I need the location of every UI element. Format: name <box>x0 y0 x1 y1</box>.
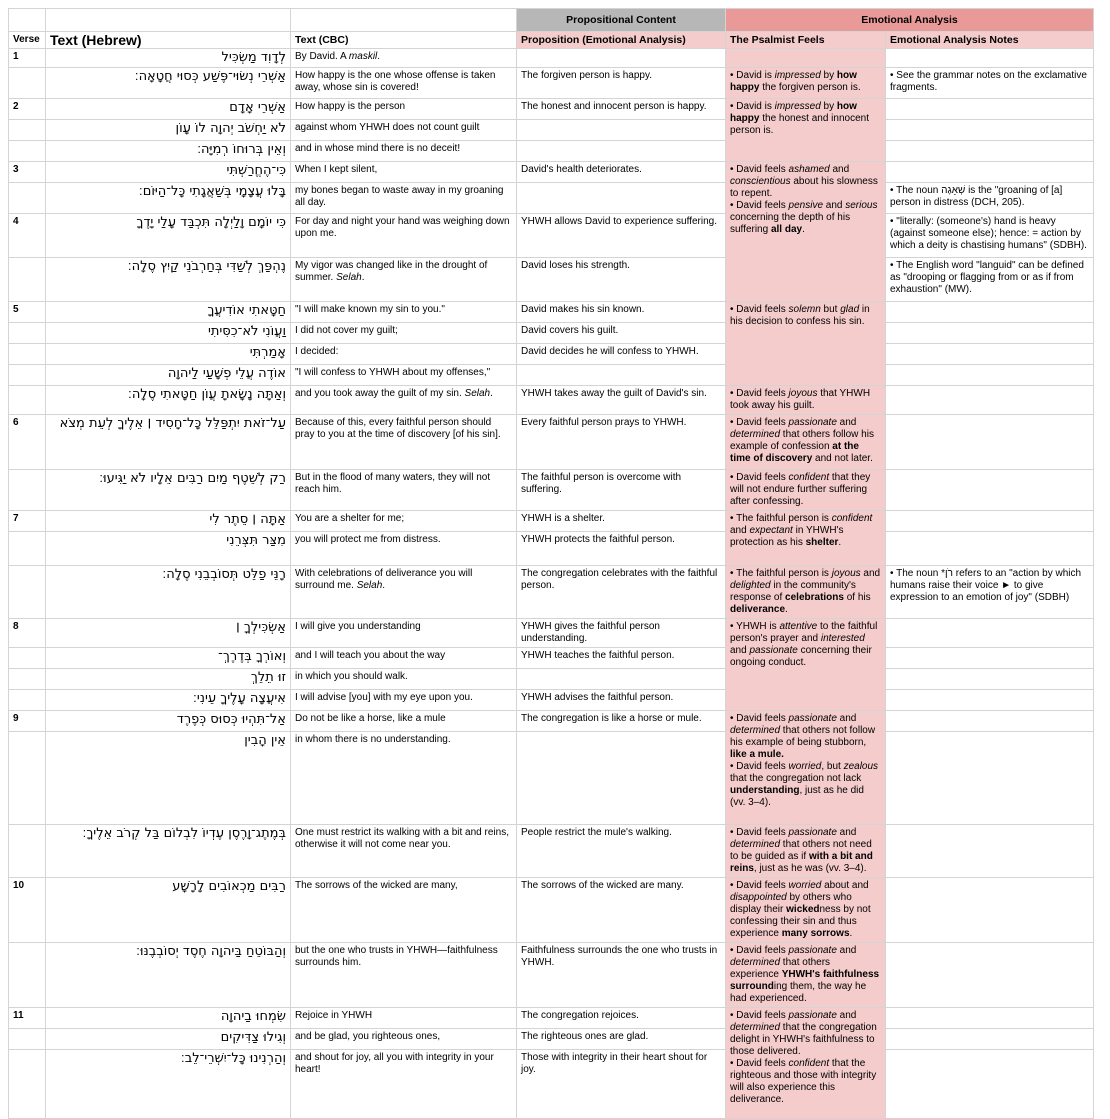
verse-cell: 11 <box>9 1008 46 1029</box>
notes-cell <box>886 532 1094 566</box>
cbc-text-cell: "I will confess to YHWH about my offenses," <box>291 365 517 386</box>
table-row <box>9 648 1094 669</box>
cbc-text-cell: "I will make known my sin to you." <box>291 302 517 323</box>
proposition-cell: Every faithful person prays to YHWH. <box>517 415 726 470</box>
cbc-text-cell: my bones began to waste away in my groaning all day. <box>291 183 517 214</box>
hebrew-text-cell: וְגִילוּ צַדִּיקִים <box>46 1029 291 1050</box>
cbc-text-cell: By David. A maskil. <box>291 49 517 68</box>
hebrew-text-cell: נֶהְפַּךְ לְשַׁדִּי בְּחַרְבֹנֵי קַיִץ סֶלָה׃ <box>46 258 291 302</box>
proposition-cell: YHWH advises the faithful person. <box>517 690 726 711</box>
psalmist-feels-cell: • David feels passionate and determined that others experience YHWH's faithfulness surrounding them, the way he had experienced. <box>726 943 886 1008</box>
hebrew-text-cell <box>46 9 291 32</box>
header-propositional-content: Propositional Content <box>517 9 726 32</box>
psalmist-feels-cell: • David feels solemn but glad in his decision to confess his sin. <box>726 302 886 386</box>
cbc-text-cell: and shout for joy, all you with integrity in your heart! <box>291 1050 517 1119</box>
hebrew-text-cell: וְאַתָּה נָשָׂאתָ עֲוֹן חַטָּאתִי סֶלָה׃ <box>46 386 291 415</box>
proposition-cell: Those with integrity in their heart shout for joy. <box>517 1050 726 1119</box>
psalmist-feels-cell <box>726 49 886 68</box>
table-row <box>9 690 1094 711</box>
verse-cell <box>9 566 46 619</box>
table-row <box>9 183 1094 214</box>
psalmist-feels-cell: • David feels joyous that YHWH took away his guilt. <box>726 386 886 415</box>
proposition-cell <box>517 365 726 386</box>
column-header-verse: Verse <box>9 32 46 49</box>
notes-cell <box>886 878 1094 943</box>
table-row <box>9 9 1094 32</box>
proposition-cell: People restrict the mule's walking. <box>517 825 726 878</box>
column-header-text-hebrew: Text (Hebrew) <box>46 32 291 49</box>
hebrew-text-cell: וְהַבּוֹטֵחַ בַּיהוָה חֶסֶד יְסוֹבְבֶנּוּ׃ <box>46 943 291 1008</box>
verse-cell: 6 <box>9 415 46 470</box>
cbc-text-cell: against whom YHWH does not count guilt <box>291 120 517 141</box>
hebrew-text-cell: עַל־זֹאת יִתְפַּלֵּל כָּל־חָסִיד ׀ אֵלֶיךָ לְעֵת מְצֹא <box>46 415 291 470</box>
verse-cell <box>9 470 46 511</box>
proposition-cell <box>517 183 726 214</box>
hebrew-text-cell: זוּ תֵלֵךְ <box>46 669 291 690</box>
psalmist-feels-cell: • David is impressed by how happy the honest and innocent person is. <box>726 99 886 162</box>
proposition-cell <box>517 732 726 825</box>
hebrew-text-cell: כִּי־הֶחֱרַשְׁתִּי <box>46 162 291 183</box>
table-row <box>9 532 1094 566</box>
verse-cell: 3 <box>9 162 46 183</box>
psalmist-feels-cell: • David feels confident that they will not endure further suffering after confessing. <box>726 470 886 511</box>
proposition-cell: The righteous ones are glad. <box>517 1029 726 1050</box>
table-row <box>9 32 1094 49</box>
cbc-text-cell: My vigor was changed like in the drought of summer. Selah. <box>291 258 517 302</box>
proposition-cell: David covers his guilt. <box>517 323 726 344</box>
notes-cell <box>886 302 1094 323</box>
psalmist-feels-cell: • The faithful person is joyous and delighted in the community's response of celebrations of his deliverance. <box>726 566 886 619</box>
verse-cell: 2 <box>9 99 46 120</box>
table-row <box>9 1029 1094 1050</box>
verse-cell <box>9 690 46 711</box>
table-row <box>9 68 1094 99</box>
cbc-text-cell: For day and night your hand was weighing down upon me. <box>291 214 517 258</box>
verse-cell <box>9 365 46 386</box>
hebrew-text-cell: אוֹדֶה עֲלֵי פְשָׁעַי לַיהוָה <box>46 365 291 386</box>
cbc-text-cell: you will protect me from distress. <box>291 532 517 566</box>
proposition-cell: YHWH is a shelter. <box>517 511 726 532</box>
notes-cell <box>886 511 1094 532</box>
verse-cell <box>9 669 46 690</box>
notes-cell: • The English word "languid" can be defined as "drooping or flagging from or as if from exhaustion" (MW). <box>886 258 1094 302</box>
cbc-text-cell: When I kept silent, <box>291 162 517 183</box>
table-row <box>9 302 1094 323</box>
cbc-text-cell: but the one who trusts in YHWH—faithfulness surrounds him. <box>291 943 517 1008</box>
proposition-cell: The congregation rejoices. <box>517 1008 726 1029</box>
table-row <box>9 825 1094 878</box>
notes-cell <box>886 120 1094 141</box>
table-row <box>9 669 1094 690</box>
proposition-cell: YHWH protects the faithful person. <box>517 532 726 566</box>
notes-cell <box>886 365 1094 386</box>
hebrew-text-cell: אִיעֲצָה עָלֶיךָ עֵינִי׃ <box>46 690 291 711</box>
table-row <box>9 141 1094 162</box>
hebrew-text-cell: רָנֵּי פַלֵּט תְּסוֹבְבֵנִי סֶלָה׃ <box>46 566 291 619</box>
cbc-text-cell: The sorrows of the wicked are many, <box>291 878 517 943</box>
cbc-text-cell: I will advise [you] with my eye upon you. <box>291 690 517 711</box>
verse-cell <box>9 943 46 1008</box>
verse-cell <box>9 386 46 415</box>
notes-cell <box>886 470 1094 511</box>
cbc-text-cell: I did not cover my guilt; <box>291 323 517 344</box>
hebrew-text-cell: אַל־תִּהְיוּ כְּסוּס כְּפֶרֶד <box>46 711 291 732</box>
hebrew-text-cell: רַק לְשֵׁטֶף מַיִם רַבִּים אֵלָיו לֹא יַגִּיעוּ׃ <box>46 470 291 511</box>
verse-cell: 5 <box>9 302 46 323</box>
hebrew-text-cell: לְדָוִד מַשְׂכִּיל <box>46 49 291 68</box>
notes-cell: • See the grammar notes on the exclamative fragments. <box>886 68 1094 99</box>
proposition-cell: David loses his strength. <box>517 258 726 302</box>
notes-cell <box>886 669 1094 690</box>
proposition-cell: YHWH takes away the guilt of David's sin. <box>517 386 726 415</box>
verse-cell: 8 <box>9 619 46 648</box>
verse-cell: 10 <box>9 878 46 943</box>
column-header-text-cbc: Text (CBC) <box>291 32 517 49</box>
table-row <box>9 566 1094 619</box>
cbc-text-cell: in whom there is no understanding. <box>291 732 517 825</box>
verse-cell: 1 <box>9 49 46 68</box>
table-row <box>9 365 1094 386</box>
cbc-text-cell <box>291 9 517 32</box>
psalmist-feels-cell: • David feels passionate and determined that others not need to be guided as if with a bit and reins, just as he was (vv. 3–4). <box>726 825 886 878</box>
verse-cell <box>9 825 46 878</box>
verse-cell <box>9 532 46 566</box>
cbc-text-cell: One must restrict its walking with a bit and reins, otherwise it will not come near you. <box>291 825 517 878</box>
table-row <box>9 386 1094 415</box>
table-row <box>9 619 1094 648</box>
hebrew-text-cell: לֹא יַחְשֹׁב יְהוָה לוֹ עָוֹן <box>46 120 291 141</box>
notes-cell <box>886 99 1094 120</box>
hebrew-text-cell: וַעֲוֹנִי לֹא־כִסִּיתִי <box>46 323 291 344</box>
notes-cell <box>886 619 1094 648</box>
header-emotional-analysis: Emotional Analysis <box>726 9 1094 32</box>
table-row <box>9 99 1094 120</box>
cbc-text-cell: I will give you understanding <box>291 619 517 648</box>
table-row <box>9 1050 1094 1119</box>
table-row <box>9 511 1094 532</box>
proposition-cell: David's health deteriorates. <box>517 162 726 183</box>
notes-cell <box>886 1008 1094 1029</box>
cbc-text-cell: in which you should walk. <box>291 669 517 690</box>
verse-cell: 4 <box>9 214 46 258</box>
cbc-text-cell: How happy is the one whose offense is taken away, whose sin is covered! <box>291 68 517 99</box>
table-row <box>9 49 1094 68</box>
table-row <box>9 1008 1094 1029</box>
table-row <box>9 344 1094 365</box>
cbc-text-cell: Do not be like a horse, like a mule <box>291 711 517 732</box>
psalmist-feels-cell: • David feels passionate and determined that others follow his example of confession at the time of discovery and not later. <box>726 415 886 470</box>
hebrew-text-cell: אַשְׁרֵי נְשׂוּי־פֶּשַׁע כְּסוּי חֲטָאָה׃ <box>46 68 291 99</box>
proposition-cell: The congregation is like a horse or mule. <box>517 711 726 732</box>
notes-cell <box>886 648 1094 669</box>
cbc-text-cell: Because of this, every faithful person should pray to you at the time of discovery [of his sin]. <box>291 415 517 470</box>
proposition-cell: David makes his sin known. <box>517 302 726 323</box>
proposition-cell: David decides he will confess to YHWH. <box>517 344 726 365</box>
cbc-text-cell: and you took away the guilt of my sin. Selah. <box>291 386 517 415</box>
psalmist-feels-cell: • David is impressed by how happy the forgiven person is. <box>726 68 886 99</box>
hebrew-text-cell: וְאֵין בְּרוּחוֹ רְמִיָּה׃ <box>46 141 291 162</box>
proposition-cell: YHWH teaches the faithful person. <box>517 648 726 669</box>
verse-cell <box>9 68 46 99</box>
verse-cell <box>9 1050 46 1119</box>
verse-cell: 7 <box>9 511 46 532</box>
psalmist-feels-cell: • David feels worried about and disappointed by others who display their wickedness by not confessing their sin and thus experience many sorrows. <box>726 878 886 943</box>
cbc-text-cell: How happy is the person <box>291 99 517 120</box>
proposition-cell <box>517 669 726 690</box>
column-header-proposition: Proposition (Emotional Analysis) <box>517 32 726 49</box>
verse-cell <box>9 1029 46 1050</box>
proposition-cell: The honest and innocent person is happy. <box>517 99 726 120</box>
table-row <box>9 732 1094 825</box>
verse-cell <box>9 648 46 669</box>
proposition-cell: The sorrows of the wicked are many. <box>517 878 726 943</box>
verse-cell <box>9 344 46 365</box>
hebrew-text-cell: אָמַרְתִּי <box>46 344 291 365</box>
notes-cell: • The noun *רֹן refers to an "action by which humans raise their voice ► to give expression to an emotion of joy" (SDBH) <box>886 566 1094 619</box>
notes-cell <box>886 732 1094 825</box>
hebrew-text-cell: חַטָּאתִי אוֹדִיעֲךָ <box>46 302 291 323</box>
notes-cell <box>886 323 1094 344</box>
cbc-text-cell: You are a shelter for me; <box>291 511 517 532</box>
table-row <box>9 120 1094 141</box>
table-row <box>9 258 1094 302</box>
column-header-notes: Emotional Analysis Notes <box>886 32 1094 49</box>
cbc-text-cell: and I will teach you about the way <box>291 648 517 669</box>
hebrew-text-cell: בְּמֶתֶג־וָרֶסֶן עֶדְיוֹ לִבְלוֹם בַּל קְרֹב אֵלֶיךָ׃ <box>46 825 291 878</box>
verse-cell <box>9 183 46 214</box>
proposition-cell: Faithfulness surrounds the one who trusts in YHWH. <box>517 943 726 1008</box>
verse-cell <box>9 323 46 344</box>
psalmist-feels-cell: • The faithful person is confident and expectant in YHWH's protection as his shelter. <box>726 511 886 566</box>
notes-cell: • "literally: (someone's) hand is heavy (against someone else); hence: = action by which a deity is chastising humans" (SDBH). <box>886 214 1094 258</box>
notes-cell <box>886 415 1094 470</box>
verse-cell <box>9 258 46 302</box>
table-row <box>9 943 1094 1008</box>
psalmist-feels-cell: • David feels ashamed and conscientious about his slowness to repent. • David feels pensive and serious concerning the depth of his suffering all day. <box>726 162 886 302</box>
table-row <box>9 162 1094 183</box>
hebrew-text-cell: כִּי יוֹמָם וָלַיְלָה תִּכְבַּד עָלַי יָדֶךָ <box>46 214 291 258</box>
cbc-text-cell: and in whose mind there is no deceit! <box>291 141 517 162</box>
notes-cell <box>886 386 1094 415</box>
verse-cell <box>9 9 46 32</box>
hebrew-text-cell: בָּלוּ עֲצָמָי בְּשַׁאֲגָתִי כָּל־הַיּוֹם׃ <box>46 183 291 214</box>
cbc-text-cell: But in the flood of many waters, they will not reach him. <box>291 470 517 511</box>
psalmist-feels-cell: • David feels passionate and determined that the congregation delight in YHWH's faithfulness to those delivered. • David feels confident that the righteous and those with integrity will also experience this deliverance. <box>726 1008 886 1119</box>
notes-cell <box>886 711 1094 732</box>
psalmist-feels-cell: • David feels passionate and determined that others not follow his example of being stubborn, like a mule. • David feels worried, but zealous that the congregation not lack understanding, just as he did (vv. 3–4). <box>726 711 886 825</box>
psalmist-feels-cell: • YHWH is attentive to the faithful person's prayer and interested and passionate concerning their ongoing conduct. <box>726 619 886 711</box>
psalm-32-emotional-analysis-table <box>8 8 1094 1119</box>
hebrew-text-cell: שִׂמְחוּ בַיהוָה <box>46 1008 291 1029</box>
table-row <box>9 415 1094 470</box>
hebrew-text-cell: רַבִּים מַכְאוֹבִים לָרָשָׁע <box>46 878 291 943</box>
notes-cell <box>886 162 1094 183</box>
proposition-cell: The congregation celebrates with the faithful person. <box>517 566 726 619</box>
verse-cell <box>9 120 46 141</box>
cbc-text-cell: Rejoice in YHWH <box>291 1008 517 1029</box>
table-row <box>9 470 1094 511</box>
hebrew-text-cell: וְאוֹרְךָ בְּדֶרֶךְ־ <box>46 648 291 669</box>
hebrew-text-cell: אַשְׁרֵי אָדָם <box>46 99 291 120</box>
hebrew-text-cell: אַשְׂכִּילְךָ ׀ <box>46 619 291 648</box>
table-row <box>9 214 1094 258</box>
verse-cell: 9 <box>9 711 46 732</box>
hebrew-text-cell: מִצַּר תִּצְּרֵנִי <box>46 532 291 566</box>
proposition-cell: YHWH gives the faithful person understanding. <box>517 619 726 648</box>
notes-cell <box>886 943 1094 1008</box>
table-row <box>9 878 1094 943</box>
cbc-text-cell: I decided: <box>291 344 517 365</box>
proposition-cell <box>517 120 726 141</box>
notes-cell <box>886 1050 1094 1119</box>
proposition-cell: YHWH allows David to experience suffering. <box>517 214 726 258</box>
hebrew-text-cell: וְהַרְנִינוּ כָּל־יִשְׁרֵי־לֵב׃ <box>46 1050 291 1119</box>
notes-cell: • The noun שְׁאָגָה is the "groaning of [a] person in distress (DCH, 205). <box>886 183 1094 214</box>
notes-cell <box>886 690 1094 711</box>
table-row <box>9 323 1094 344</box>
proposition-cell: The forgiven person is happy. <box>517 68 726 99</box>
notes-cell <box>886 344 1094 365</box>
analysis-sheet <box>8 8 1110 1119</box>
proposition-cell: The faithful person is overcome with suffering. <box>517 470 726 511</box>
cbc-text-cell: With celebrations of deliverance you will surround me. Selah. <box>291 566 517 619</box>
proposition-cell <box>517 49 726 68</box>
column-header-psalmist-feels: The Psalmist Feels <box>726 32 886 49</box>
proposition-cell <box>517 141 726 162</box>
table-row <box>9 711 1094 732</box>
hebrew-text-cell: אֵין הָבִין <box>46 732 291 825</box>
notes-cell <box>886 49 1094 68</box>
cbc-text-cell: and be glad, you righteous ones, <box>291 1029 517 1050</box>
verse-cell <box>9 141 46 162</box>
notes-cell <box>886 141 1094 162</box>
notes-cell <box>886 825 1094 878</box>
hebrew-text-cell: אַתָּה ׀ סֵתֶר לִי <box>46 511 291 532</box>
verse-cell <box>9 732 46 825</box>
notes-cell <box>886 1029 1094 1050</box>
